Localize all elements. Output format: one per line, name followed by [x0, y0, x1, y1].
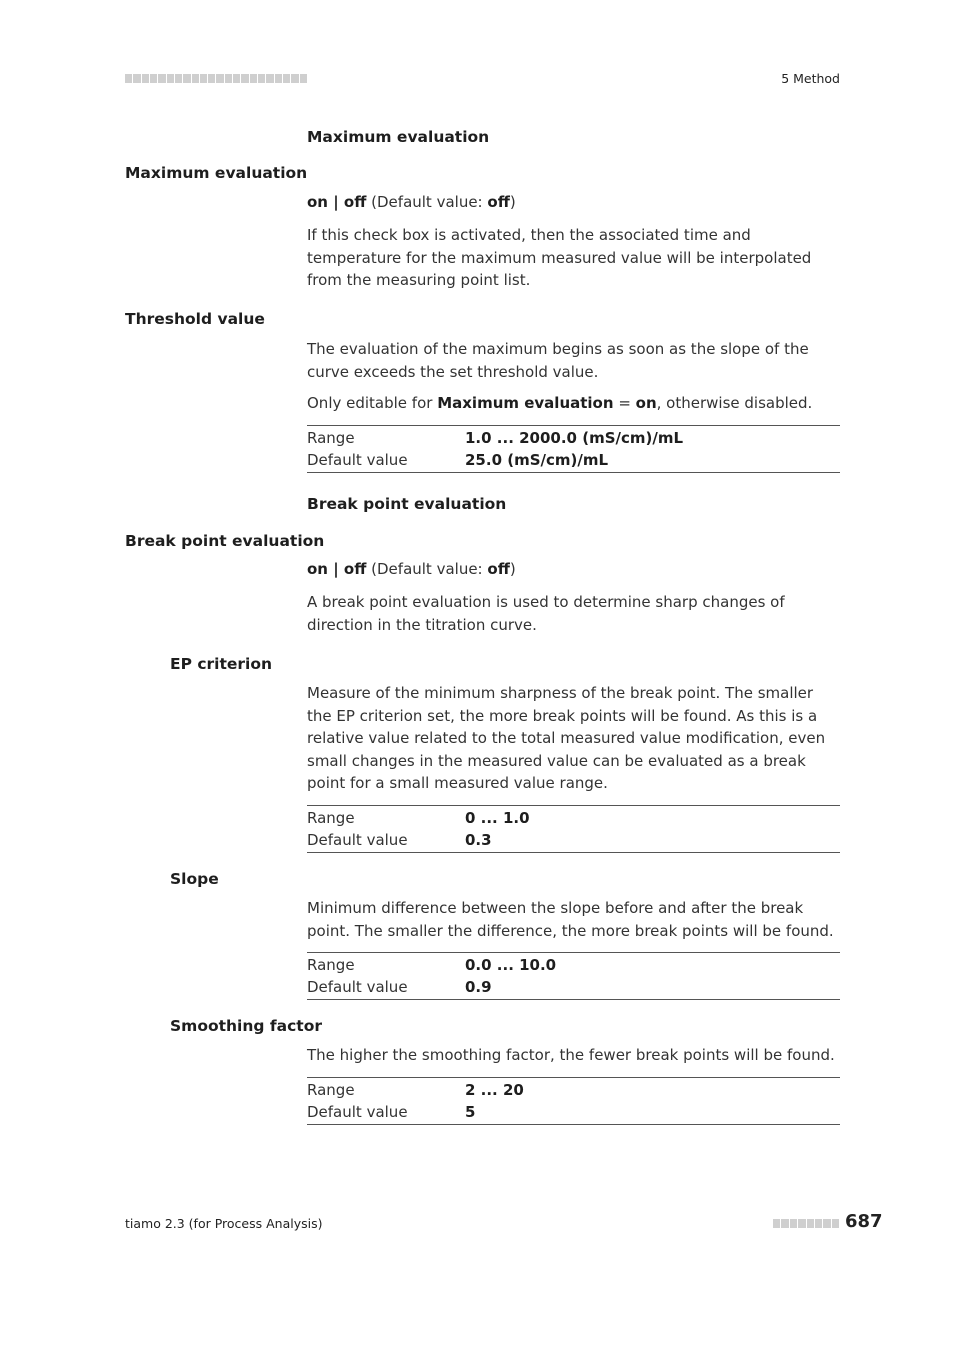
onoff-text: on | off	[307, 193, 367, 211]
section-heading-break-point-evaluation: Break point evaluation	[307, 495, 507, 513]
param-editable-note-threshold: Only editable for Maximum evaluation = on, otherwise disabled.	[307, 394, 813, 412]
table-row: Default value 5	[307, 1103, 476, 1121]
param-table-ep-criterion	[307, 805, 840, 853]
param-description-threshold-value: The evaluation of the maximum begins as soon as the slope of the curve exceeds the set threshold value.	[307, 340, 809, 381]
param-description-break-point-evaluation: A break point evaluation is used to determine sharp changes of direction in the titration curve.	[307, 593, 785, 634]
param-label-smoothing-factor: Smoothing factor	[170, 1017, 322, 1035]
param-description-ep-criterion: Measure of the minimum sharpness of the break point. The smaller the EP criterion set, the more break points will be found. As this is a relative value related to the total measured value modification, even small changes in the measured value can be evaluated as a break point for a small measured value range.	[307, 684, 826, 792]
param-label-slope: Slope	[170, 870, 219, 888]
table-row: Range 0 ... 1.0	[307, 809, 530, 827]
param-table-smoothing-factor	[307, 1077, 840, 1125]
param-values-maximum-evaluation: on | off (Default value: off)	[307, 193, 516, 211]
footer-decoration	[773, 1219, 839, 1228]
param-description-slope: Minimum difference between the slope before and after the break point. The smaller the difference, the more break points will be found.	[307, 899, 834, 940]
param-description-smoothing-factor: The higher the smoothing factor, the fewer break points will be found.	[307, 1046, 835, 1064]
table-row: Default value 0.9	[307, 978, 492, 996]
param-label-threshold-value: Threshold value	[125, 310, 265, 328]
header-decoration	[125, 74, 307, 83]
table-row: Range 2 ... 20	[307, 1081, 524, 1099]
table-row: Default value 25.0 (mS/cm)/mL	[307, 451, 609, 469]
chapter-title: 5 Method	[781, 71, 840, 86]
param-values-break-point-evaluation: on | off (Default value: off)	[307, 560, 516, 578]
param-label-maximum-evaluation: Maximum evaluation	[125, 164, 308, 182]
onoff-text: on | off	[307, 560, 367, 578]
param-label-break-point-evaluation: Break point evaluation	[125, 532, 325, 550]
table-row: Range 0.0 ... 10.0	[307, 956, 557, 974]
param-description-maximum-evaluation: If this check box is activated, then the associated time and temperature for the maximum measured value will be interpolated from the measuring point list.	[307, 226, 812, 289]
section-heading-maximum-evaluation: Maximum evaluation	[307, 128, 490, 146]
table-row: Range 1.0 ... 2000.0 (mS/cm)/mL	[307, 429, 684, 447]
page-number: 687	[845, 1211, 883, 1232]
footer-product-name: tiamo 2.3 (for Process Analysis)	[125, 1216, 323, 1231]
param-label-ep-criterion: EP criterion	[170, 655, 273, 673]
param-table-slope	[307, 952, 840, 1000]
table-row: Default value 0.3	[307, 831, 492, 849]
param-table-threshold-value	[307, 425, 840, 473]
